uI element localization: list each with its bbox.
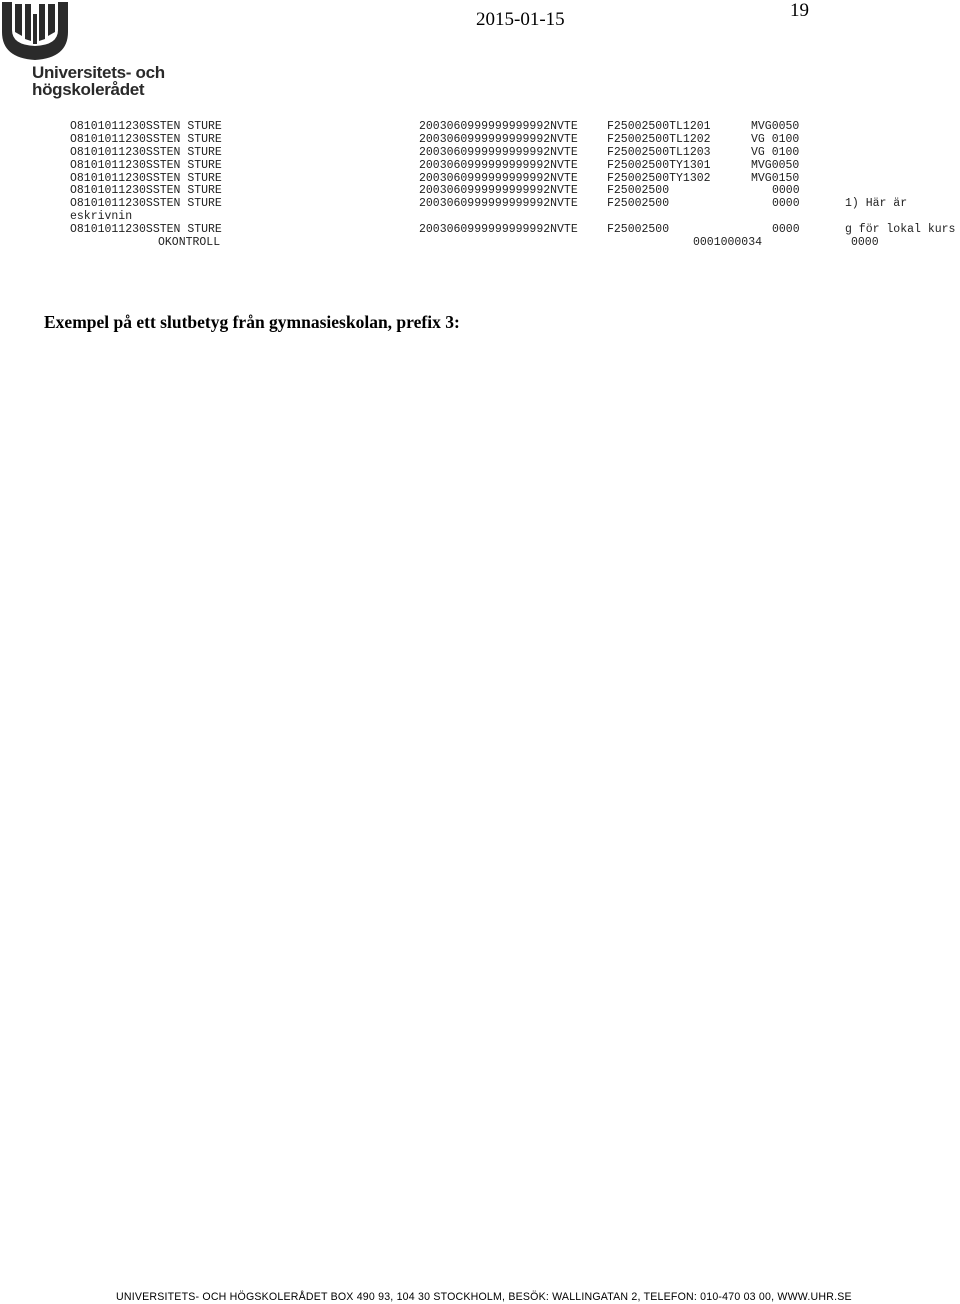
record-code: 2003060999999999992NVTE [419,133,578,146]
uhr-logo [0,0,175,100]
record-course: F25002500 [607,197,670,210]
record-grade: 0000 [772,223,800,236]
record-name: O8101011230SSTEN STURE [70,184,222,197]
record-name: O8101011230SSTEN STURE [70,133,222,146]
record-code: 2003060999999999992NVTE [419,197,578,210]
page-number: 19 [790,0,809,21]
record-course: F25002500TL1201 [607,120,711,133]
control-label: OKONTROLL [158,236,221,249]
record-grade: VG 0100 [751,146,800,159]
record-grade: 0000 [772,197,800,210]
record-code: 2003060999999999992NVTE [419,184,578,197]
record-course: F25002500 [607,184,670,197]
record-course: F25002500TL1202 [607,133,711,146]
uhr-logo-emblem-icon [0,0,70,62]
record-name: O8101011230SSTEN STURE [70,159,222,172]
header-date: 2015-01-15 [476,9,565,30]
record-code: 2003060999999999992NVTE [419,223,578,236]
record-note-wrap: eskrivnin [70,210,133,223]
record-name: O8101011230SSTEN STURE [70,197,222,210]
logo-wordmark-line1: Universitets- och [32,63,165,82]
record-course: F25002500TL1203 [607,146,711,159]
record-grade: MVG0050 [751,159,800,172]
control-count: 0001000034 [693,236,763,249]
page-footer: UNIVERSITETS- OCH HÖGSKOLERÅDET BOX 490 93, 104 30 STOCKHOLM, BESÖK: WALLINGATAN 2, TELEFON: 010-470 03 00, WWW.UHR.SE [116,1291,852,1303]
record-grade: VG 0100 [751,133,800,146]
section-heading: Exempel på ett slutbetyg från gymnasieskolan, prefix 3: [44,312,460,332]
record-course: F25002500TY1301 [607,159,711,172]
control-sum: 0000 [851,236,879,249]
record-note: g för lokal kurs [845,223,956,236]
record-name: O8101011230SSTEN STURE [70,120,222,133]
record-grade: MVG0150 [751,172,800,185]
record-grade: 0000 [772,184,800,197]
record-grade: MVG0050 [751,120,800,133]
logo-wordmark-line2: högskolerådet [32,80,145,99]
record-code: 2003060999999999992NVTE [419,120,578,133]
record-name: O8101011230SSTEN STURE [70,146,222,159]
record-name: O8101011230SSTEN STURE [70,172,222,185]
record-code: 2003060999999999992NVTE [419,146,578,159]
record-course: F25002500 [607,223,670,236]
record-note: 1) Här är [845,197,908,210]
record-name: O8101011230SSTEN STURE [70,223,222,236]
record-code: 2003060999999999992NVTE [419,159,578,172]
record-code: 2003060999999999992NVTE [419,172,578,185]
record-course: F25002500TY1302 [607,172,711,185]
